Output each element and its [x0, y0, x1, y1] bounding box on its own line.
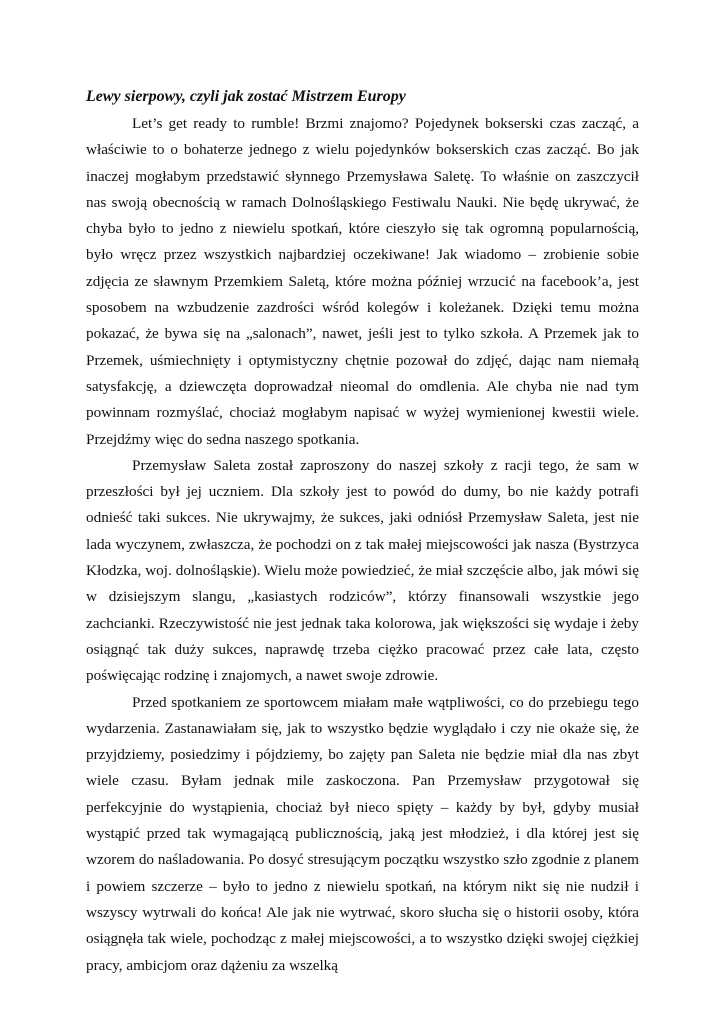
article-title: Lewy sierpowy, czyli jak zostać Mistrzem Europy [86, 88, 406, 105]
paragraph-3: Przed spotkaniem ze sportowcem miałam małe wątpliwości, co do przebiegu tego wydarzenia. Zastanawiałam się, jak to wszystko będzie wyglądało i czy nie okaże się, że przyjdziemy, posiedzimy i pójdziemy, bo zajęty pan Saleta nie będzie miał dla nas zbyt wiele czasu. Byłam jednak mile zaskoczona. Pan Przemysław przygotował się perfekcyjnie do wystąpienia, chociaż był nieco spięty – każdy by był, gdyby musiał wystąpić przed tak wymagającą publicznością, jaką jest młodzież, i dla której jest się wzorem do naśladowania. Po dosyć stresującym początku wszystko szło zgodnie z planem i powiem szczerze – było to jedno z niewielu spotkań, na którym nikt się nie nudził i wszyscy wytrwali do końca! Ale jak nie wytrwać, skoro słucha się o historii osoby, która osiągnęła tak wiele, pochodząc z małej miejscowości, a to wszystko dzięki swojej ciężkiej pracy, ambicjom oraz dążeniu za wszelką [86, 693, 639, 974]
paragraph-2: Przemysław Saleta został zaproszony do naszej szkoły z racji tego, że sam w przeszłości był jej uczniem. Dla szkoły jest to powód do dumy, bo nie każdy potrafi odnieść taki sukces. Nie ukrywajmy, że sukces, jaki odniósł Przemysław Saleta, jest nie lada wyczynem, zwłaszcza, że pochodzi on z tak małej miejscowości jak nasza (Bystrzyca Kłodzka, woj. dolnośląskie). Wielu może powiedzieć, że miał szczęście albo, jak mówi się w dzisiejszym slangu, „kasiastych rodziców”, którzy finansowali wszystkie jego zachcianki. Rzeczywistość nie jest jednak taka kolorowa, jak większości się wydaje i żeby osiągnąć tak duży sukces, naprawdę trzeba ciężko pracować przez całe lata, często poświęcając rodzinę i znajomych, a nawet swoje zdrowie. [86, 456, 639, 685]
paragraph-1: Let’s get ready to rumble! Brzmi znajomo? Pojedynek bokserski czas zacząć, a właściwie to o bohaterze jednego z wielu pojedynków bokserskich czas zacząć. Bo jak inaczej mogłabym przedstawić słynnego Przemysława Saletę. To właśnie on zaszczycił nas swoją obecnością w ramach Dolnośląskiego Festiwalu Nauki. Nie będę ukrywać, że chyba było to jedno z niewielu spotkań, które cieszyło się tak ogromną popularnością, było wręcz przez wszystkich najbardziej oczekiwane! Jak wiadomo – zrobienie sobie zdjęcia ze sławnym Przemkiem Saletą, które można później wrzucić na facebook’a, jest sposobem na wzbudzenie zazdrości wśród kolegów i koleżanek. Dzięki temu można pokazać, że bywa się na „salonach”, nawet, jeśli jest to tylko szkoła. A Przemek jak to Przemek, uśmiechnięty i optymistyczny chętnie pozował do zdjęć, dając nam niemałą satysfakcję, a dziewczęta doprowadzał nieomal do omdlenia. Ale chyba nie nad tym powinnam rozmyślać, chociaż mogłabym napisać w wyżej wymienionej kwestii wiele. Przejdźmy więc do sedna naszego spotkania. [86, 115, 639, 448]
article-body [86, 86, 639, 979]
